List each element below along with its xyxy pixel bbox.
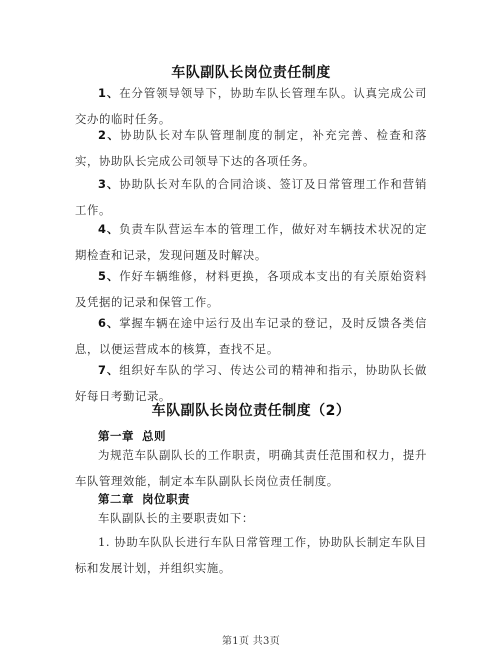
item-number: 1、 (98, 86, 120, 100)
chapter-number: 第二章 (98, 492, 134, 506)
list-item (75, 263, 427, 315)
item-number: 5、 (98, 269, 120, 283)
item-text: 作好车辆维修，材料更换，各项成本支出的有关原始资料及凭据的记录和保管工作。 (75, 269, 427, 309)
chapter-name: 岗位职责 (142, 492, 190, 506)
item-number: 3、 (98, 177, 120, 191)
duty-item: 1. 协助车队队长进行车队日常管理工作，协助队长制定车队目标和发展计划，并组织实施。 (75, 535, 427, 575)
item-number: 2、 (98, 128, 121, 142)
item-number: 4、 (98, 222, 120, 236)
chapter-number: 第一章 (98, 429, 134, 443)
item-text: 协助队长对车队管理制度的制定，补充完善、检查和落实，协助队长完成公司领导下达的各项任务。 (75, 128, 427, 168)
list-item (75, 122, 427, 174)
item-text: 组织好车队的学习、传达公司的精神和指示，协助队长做好每日考勤记录。 (75, 363, 427, 403)
chapter-paragraph: 为规范车队副队长的工作职责，明确其责任范围和权力，提升车队管理效能，制定本车队副队长岗位责任制度。 (75, 448, 427, 488)
item-text: 在分管领导领导下，协助车队长管理车队。认真完成公司交办的临时任务。 (75, 86, 427, 126)
item-text: 负责车队营运车本的管理工作，做好对车辆技术状况的定期检查和记录，发现问题及时解决。 (75, 222, 427, 262)
item-number: 7、 (98, 363, 120, 377)
chapter-name: 总则 (142, 429, 166, 443)
section-title: 车队副队长岗位责任制度（2） (151, 403, 351, 419)
list-item (75, 216, 427, 268)
list-item (75, 310, 427, 362)
document-title: 车队副队长岗位责任制度 (171, 65, 331, 81)
chapter-paragraph: 车队副队长的主要职责如下： (98, 511, 254, 525)
item-text: 协助队长对车队的合同洽谈、签订及日常管理工作和营销工作。 (75, 177, 427, 217)
item-number: 6、 (98, 316, 120, 330)
page-footer: 第1页 共3页 (221, 636, 280, 647)
item-text: 掌握车辆在途中运行及出车记录的登记，及时反馈各类信息，以便运营成本的核算，查找不足。 (75, 316, 427, 356)
